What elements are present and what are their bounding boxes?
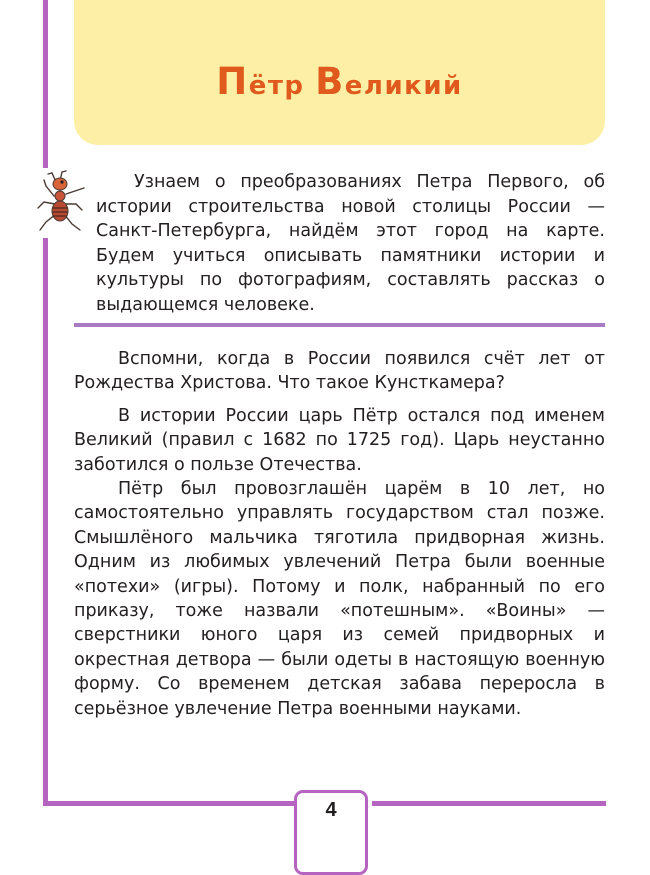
title-word-1-rest: ётр [248, 71, 305, 101]
page-number-box [294, 790, 368, 875]
bottom-frame-line-left [43, 801, 296, 806]
question-text: Вспомни, когда в России появился счёт лет от Рождества Христова. Что такое Кунсткамера? [74, 349, 605, 394]
section-divider [74, 323, 605, 327]
lesson-intro [96, 170, 605, 318]
lesson-body [74, 347, 605, 721]
page-title [74, 60, 605, 103]
bottom-frame-line-right [372, 801, 606, 806]
paragraph: В истории России царь Пётр остался под именем Великий (правил с 1682 по 1725 год). Царь неустанно заботился о пользе Отечества. [74, 405, 605, 475]
title-initial-1: П [216, 60, 249, 103]
title-initial-2: В [315, 60, 345, 103]
left-frame-line [43, 0, 48, 806]
paragraph: Пётр был провозглашён царём в 10 лет, но самостоятельно управлять государством стал позже. Смышлёного мальчика тяготила придворная жизнь. Одним из любимых увлечений Петра были военные «потехи» (игры). Потому и полк, набранный по его приказу, тоже назвали «потешным». «Воины» — сверстники юного царя из семей придворных и окрестная детвора — были одеты в настоящую военную форму. Со временем детская забава переросла в серьёзное увлечение Петра военными науками. [74, 479, 605, 719]
ant-icon [30, 168, 92, 238]
title-word-2-rest: еликий [344, 71, 463, 101]
page-number: 4 [325, 799, 337, 821]
intro-text: Узнаем о преобразованиях Петра Первого, об истории строительства новой столицы России — Санкт-Петербурга, найдём этот город на карте. Будем учиться описывать памятники истории и культуры по фотографиям, составлять рассказ о выдающемся человеке. [96, 172, 605, 315]
title-banner [74, 0, 605, 145]
